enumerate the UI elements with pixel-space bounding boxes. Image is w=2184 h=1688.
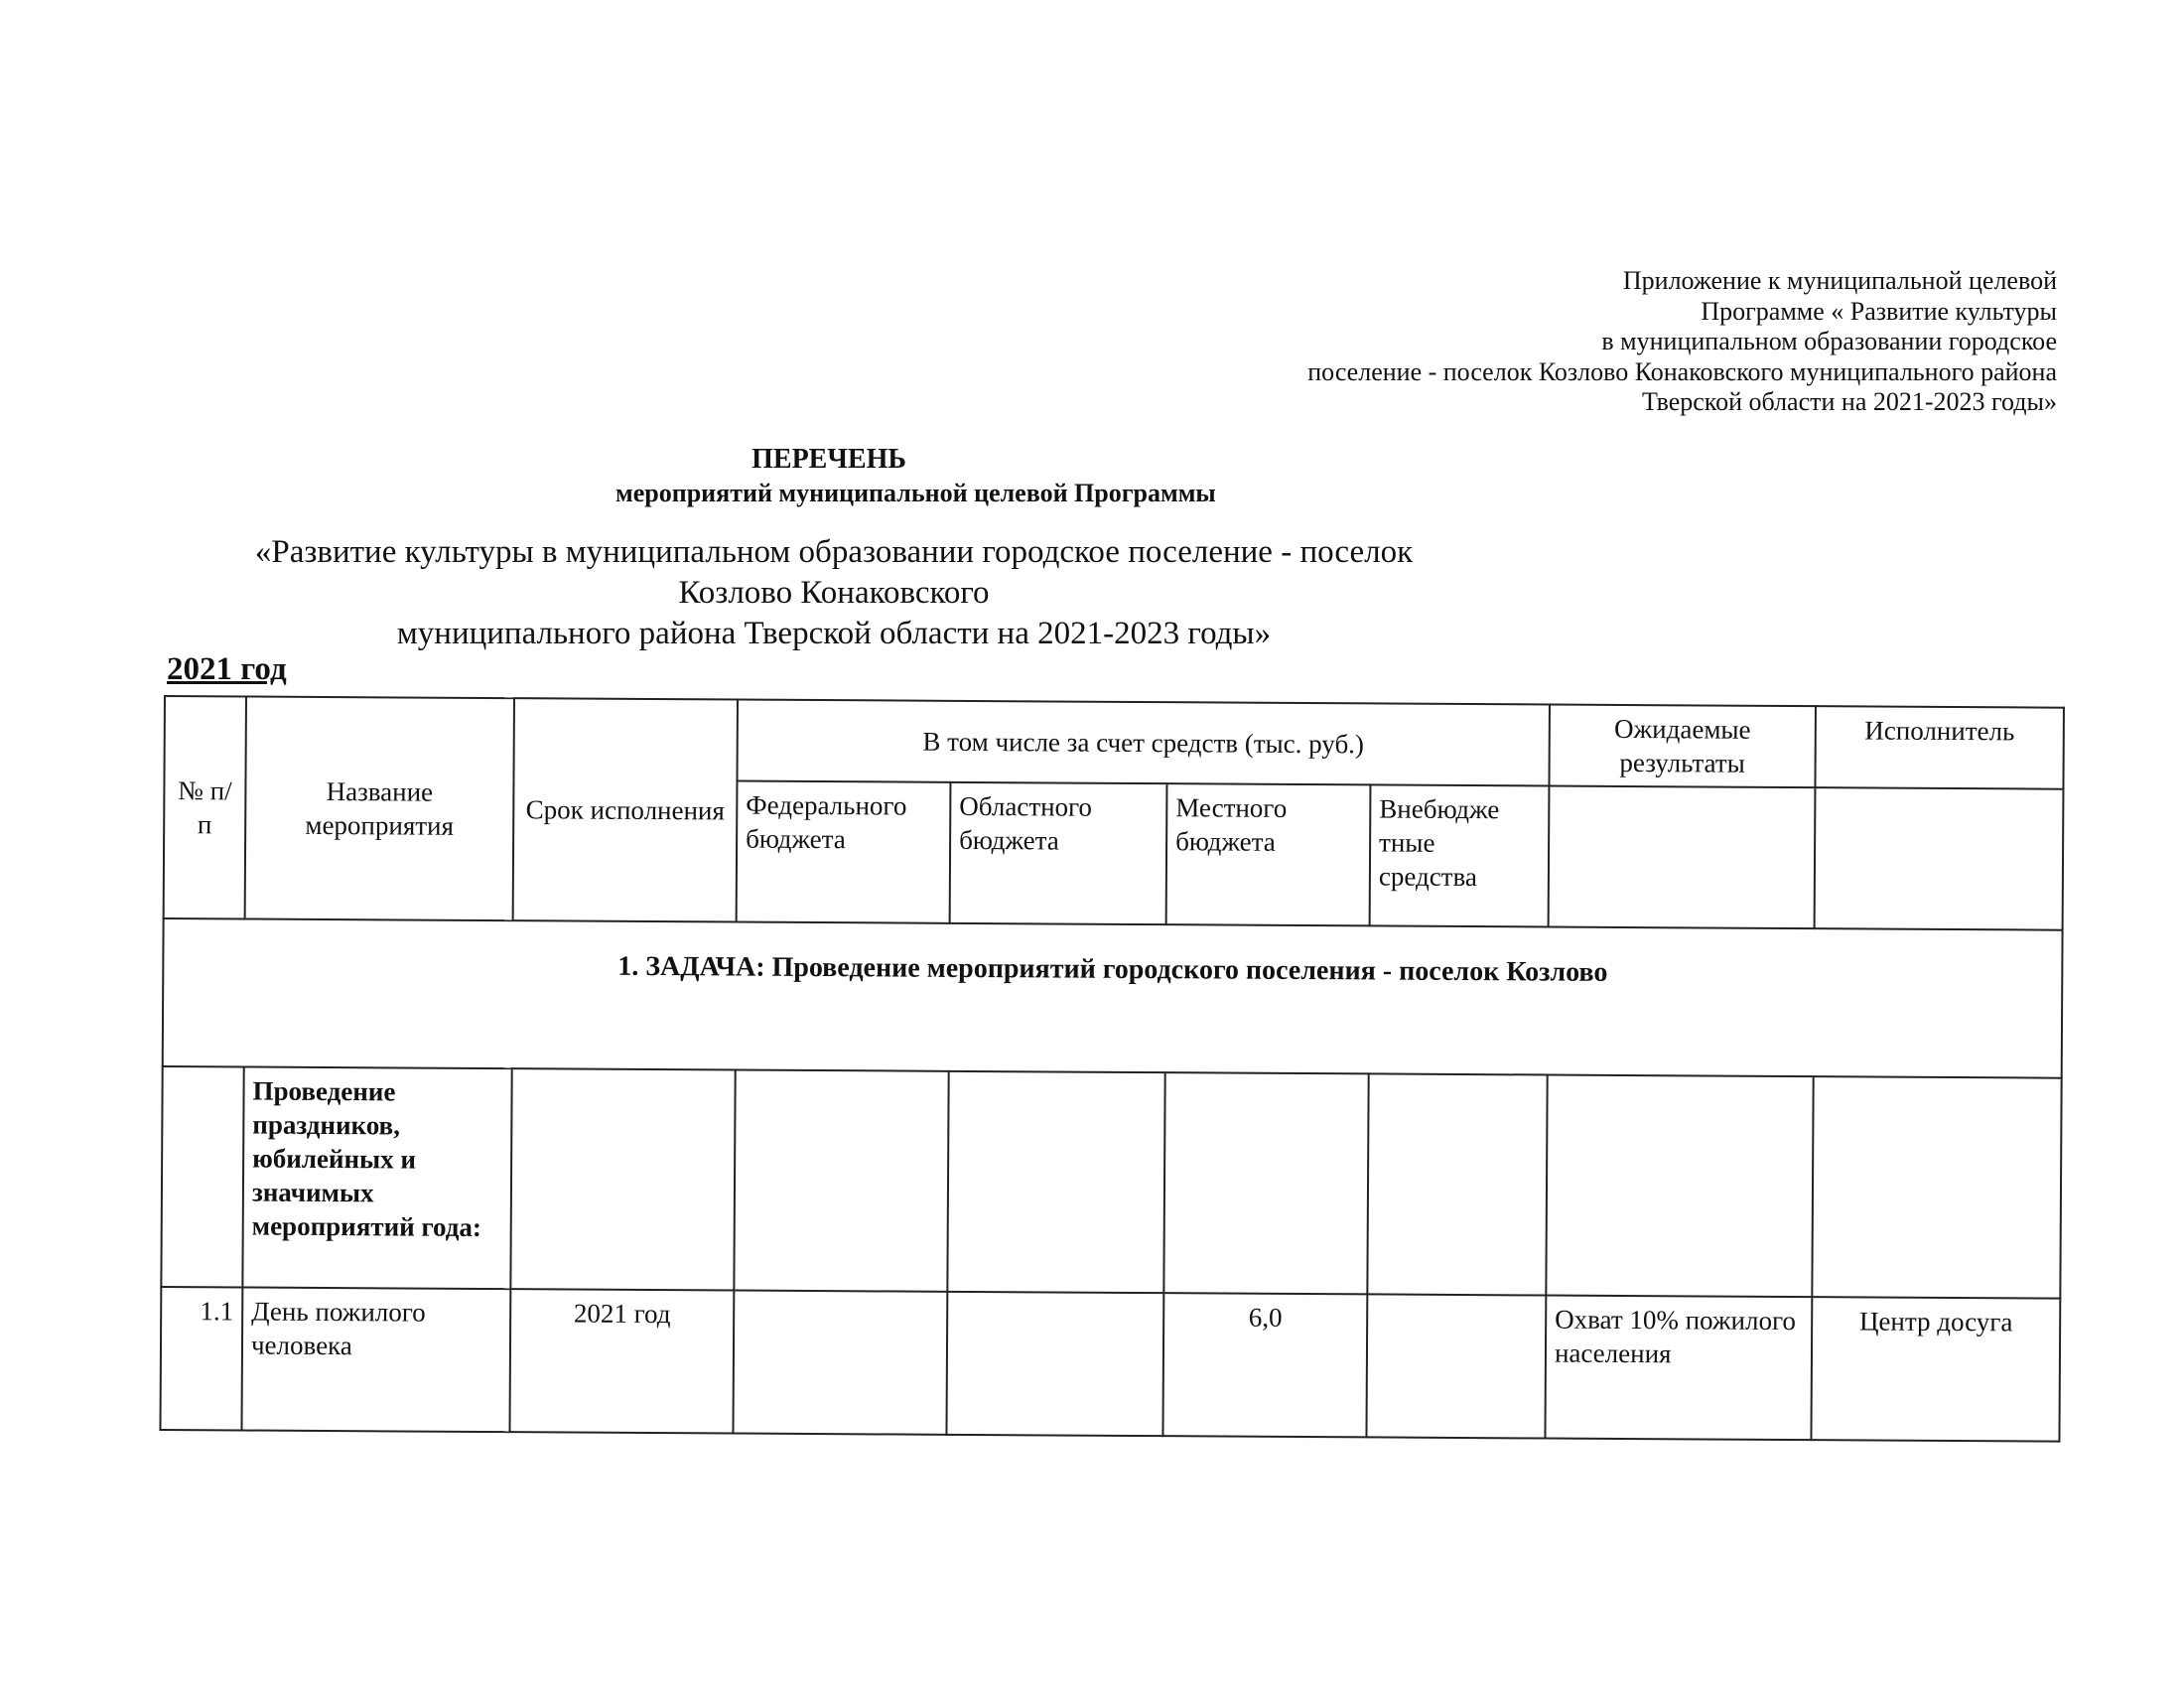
appendix-line: в муниципальном образовании городское [1601,327,2057,355]
header-results: Ожидаемые результаты [1549,705,1815,788]
appendix-note [1307,266,2057,418]
header-num: № п/п [164,696,246,918]
appendix-line: Приложение к муниципальной целевой [1622,266,2057,295]
header-executor-empty [1815,787,2064,930]
program-name [199,532,1469,654]
group-cell-empty [1546,1075,1813,1298]
header-executor: Исполнитель [1815,706,2063,789]
header-local: Местного бюджета [1166,783,1371,925]
document-title: ПЕРЕЧЕНЬ [751,444,906,475]
appendix-line: поселение - поселок Козлово Конаковского муниципального района [1307,356,2057,386]
header-regional: Областного бюджета [950,782,1167,924]
row-extra [1366,1294,1546,1438]
appendix-line: Программе « Развитие культуры [1701,296,2057,326]
header-extra: Внебюдже тные средства [1370,784,1550,926]
year-heading: 2021 год [167,651,287,687]
row-num: 1.1 [160,1287,242,1430]
header-federal: Федерального бюджета [737,781,951,923]
table-row [160,1287,2060,1442]
group-row [161,1066,2061,1299]
header-row [164,696,2063,789]
row-regional [946,1292,1163,1436]
group-cell-empty [1163,1072,1368,1294]
row-term: 2021 год [509,1289,734,1433]
header-name: Название мероприятия [245,697,514,921]
task-row [163,918,2063,1078]
program-name-line: муниципального района Тверской области на 2021-2023 годы» [396,616,1272,651]
row-executor: Центр досуга [1811,1297,2060,1442]
group-cell-empty [1367,1073,1547,1295]
header-results-empty [1549,786,1816,929]
group-cell-empty [510,1068,735,1290]
header-term: Срок исполнения [513,698,738,921]
header-funding: В том числе за счет средств (тыс. руб.) [737,700,1550,786]
document-subtitle: мероприятий муниципальной целевой Программы [615,479,1216,507]
group-title: Проведение праздников, юбилейных и значимых мероприятий года: [242,1067,511,1290]
row-federal [733,1291,947,1435]
group-num-empty [161,1066,243,1287]
group-cell-empty [947,1071,1164,1293]
appendix-line: Тверской области на 2021-2023 годы» [1641,387,2057,416]
task-cell [163,918,2063,1078]
group-cell-empty [1812,1076,2061,1299]
program-name-line: «Развитие культуры в муниципальном образовании городское поселение - поселок Козлово Конаковского [254,534,1414,611]
row-name: День пожилого человека [241,1287,510,1432]
task-label: 1. ЗАДАЧА: Проведение мероприятий городского поселения - поселок Козлово [617,950,1608,988]
row-results: Охват 10% пожилого населения [1545,1296,1812,1441]
row-local: 6,0 [1162,1293,1367,1437]
activities-table [159,695,2065,1443]
group-cell-empty [734,1070,948,1292]
